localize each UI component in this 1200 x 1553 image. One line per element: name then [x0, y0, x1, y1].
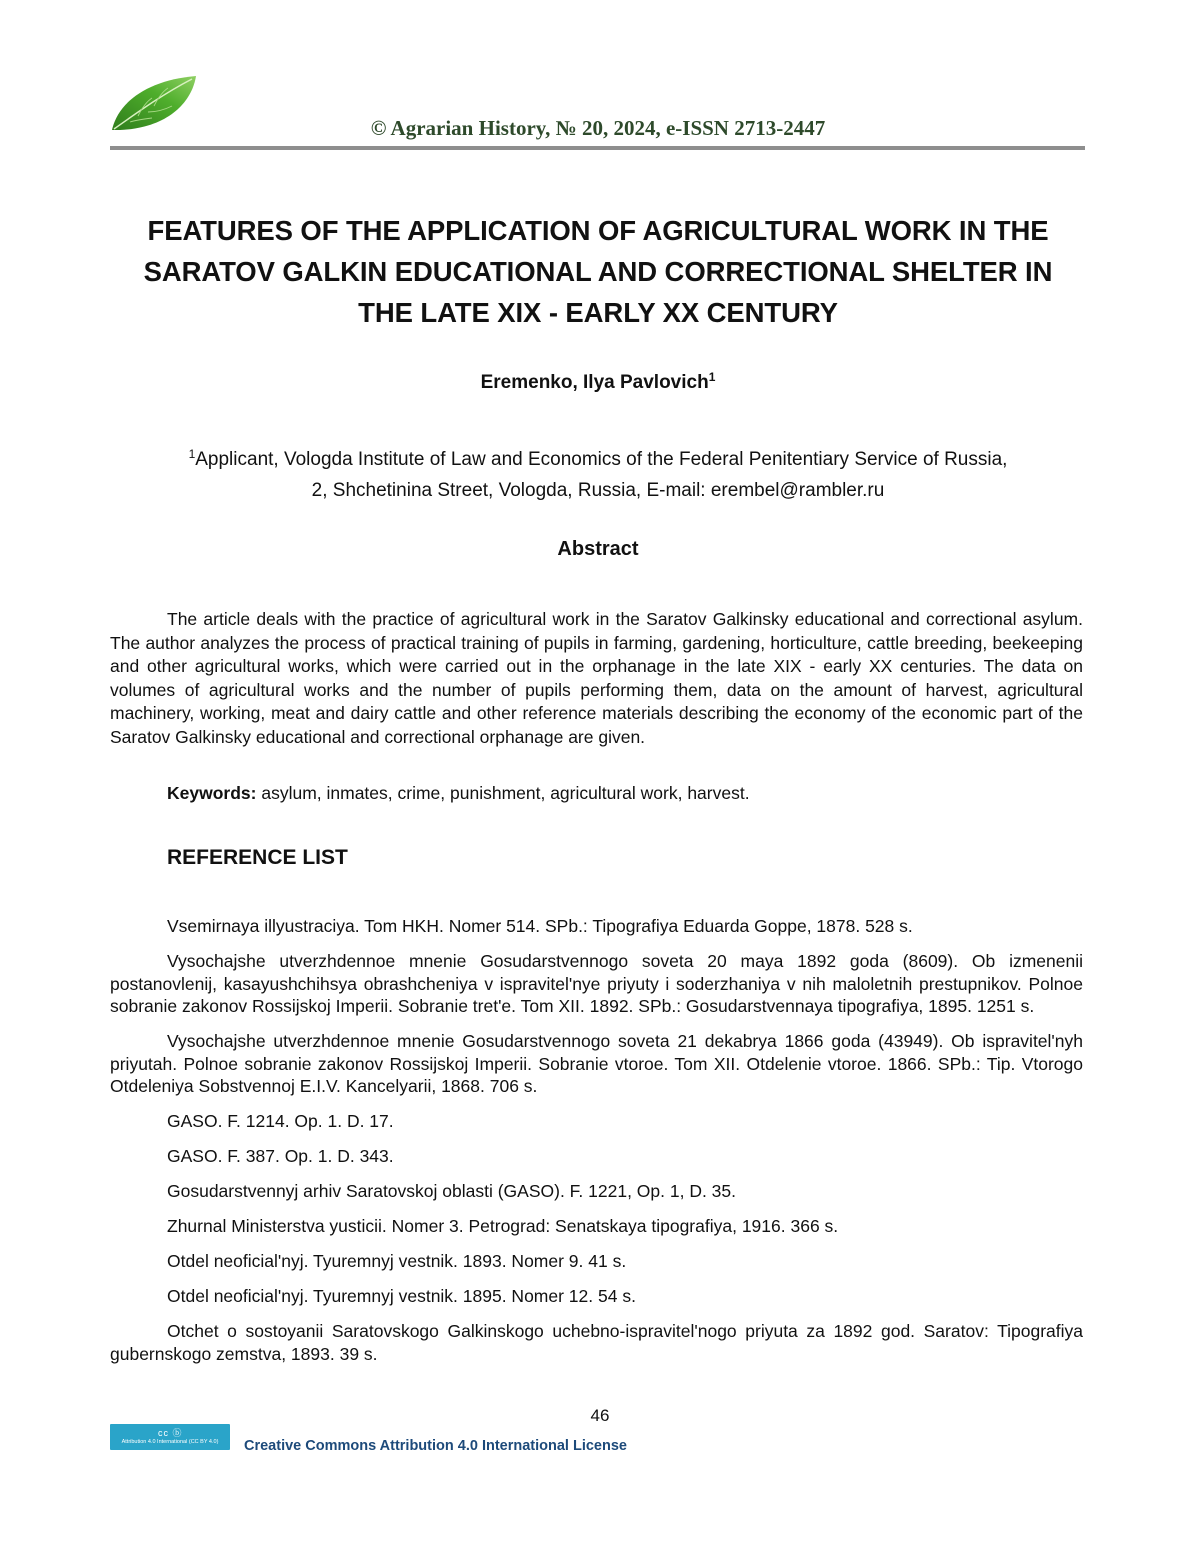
reference-item: Vysochajshe utverzhdennoe mnenie Gosudarstvennogo soveta 20 maya 1892 goda (8609). Ob izmenenii postanovlenij, kasayushchihsya obrashcheniya v ispravitel'nye priyuty i soderzhaniya v nih maloletnih prestupnikov. Polnoe sobranie zakonov Rossijskoj Imperii. Sobranie tret'e. Tom XII. 1892. SPb.: Gosudarstvennaya tipografiya, 1895. 1251 s.	[110, 951, 1083, 1016]
reference-item: Otdel neoficial'nyj. Tyuremnyj vestnik. 1893. Nomer 9. 41 s.	[167, 1251, 627, 1271]
keywords-label: Keywords:	[167, 783, 257, 803]
abstract-text: The article deals with the practice of agricultural work in the Saratov Galkinsky educational and correctional asylum. The author analyzes the process of practical training of pupils in farming, gardening, horticulture, cattle breeding, beekeeping and other agricultural works, which were carried out in the orphanage in the late XIX - early XX centuries. The data on volumes of agricultural works and the number of pupils performing them, data on the amount of harvest, agricultural machinery, working, meat and dairy cattle and other reference materials describing the economy of the economic part of the Saratov Galkinsky educational and correctional orphanage are given.	[110, 609, 1083, 747]
reference-list	[110, 915, 1083, 1378]
reference-item: Otchet o sostoyanii Saratovskogo Galkinskogo uchebno-ispravitel'nogo priyuta za 1892 god. Saratov: Tipografiya gubernskogo zemstva, 1893. 39 s.	[110, 1321, 1083, 1364]
keywords	[167, 783, 750, 804]
reference-item: Gosudarstvennyj arhiv Saratovskoj oblasti (GASO). F. 1221, Op. 1, D. 35.	[167, 1181, 737, 1201]
journal-header: © Agrarian History, № 20, 2024, e-ISSN 2713-2447	[370, 116, 826, 140]
keywords-text: asylum, inmates, crime, punishment, agricultural work, harvest.	[261, 783, 750, 803]
reference-item: Zhurnal Ministerstva yusticii. Nomer 3. Petrograd: Senatskaya tipografiya, 1916. 366 s.	[167, 1216, 839, 1236]
cc-by-icon: cc ⓑ	[158, 1428, 183, 1438]
author-superscript: 1	[708, 370, 716, 384]
affiliation-line: $^1$Applicant, Vologda Institute of Law and Economics of the Federal Penitentiary Service of Russia,	[188, 447, 1008, 470]
header-divider	[110, 146, 1085, 150]
affiliation	[110, 439, 1086, 506]
abstract-heading: Abstract	[557, 538, 639, 560]
reference-item: Otdel neoficial'nyj. Tyuremnyj vestnik. 1895. Nomer 12. 54 s.	[167, 1286, 636, 1306]
reference-item: Vysochajshe utverzhdennoe mnenie Gosudarstvennogo soveta 21 dekabrya 1866 goda (43949). Ob ispravitel'nyh priyutah. Polnoe sobranie zakonov Rossijskoj Imperii. Sobranie vtoroe. Tom XII. Otdelenie vtoroe. 1866. SPb.: Tip. Vtorogo Otdeleniya Sobstvennoj E.I.V. Kancelyarii, 1868. 706 s.	[110, 1031, 1083, 1096]
affiliation-superscript: 1	[188, 447, 196, 461]
affiliation-line: 2, Shchetinina Street, Vologda, Russia, E-mail: erembel@rambler.ru	[311, 480, 885, 501]
license-link[interactable]: Creative Commons Attribution 4.0 International License	[244, 1438, 627, 1454]
author	[110, 370, 1086, 394]
author-name: Eremenko, Ilya Pavlovich	[480, 372, 709, 393]
reference-item: Vsemirnaya illyustraciya. Tom HKH. Nomer 514. SPb.: Tipografiya Eduarda Goppe, 1878. 528 s.	[167, 916, 913, 936]
title-line: THE LATE XIX - EARLY XX CENTURY	[358, 297, 838, 328]
reference-item: GASO. F. 1214. Op. 1. D. 17.	[167, 1111, 394, 1131]
reference-list-heading: REFERENCE LIST	[167, 846, 348, 869]
reference-item: GASO. F. 387. Op. 1. D. 343.	[167, 1146, 394, 1166]
cc-license-badge[interactable]	[110, 1424, 230, 1450]
article-title	[110, 210, 1086, 333]
title-line: FEATURES OF THE APPLICATION OF AGRICULTURAL WORK IN THE	[147, 215, 1049, 246]
title-line: SARATOV GALKIN EDUCATIONAL AND CORRECTIONAL SHELTER IN	[143, 256, 1053, 287]
page-number: 46	[590, 1406, 610, 1425]
cc-badge-text: Attribution 4.0 International (CC BY 4.0)	[121, 1439, 219, 1445]
